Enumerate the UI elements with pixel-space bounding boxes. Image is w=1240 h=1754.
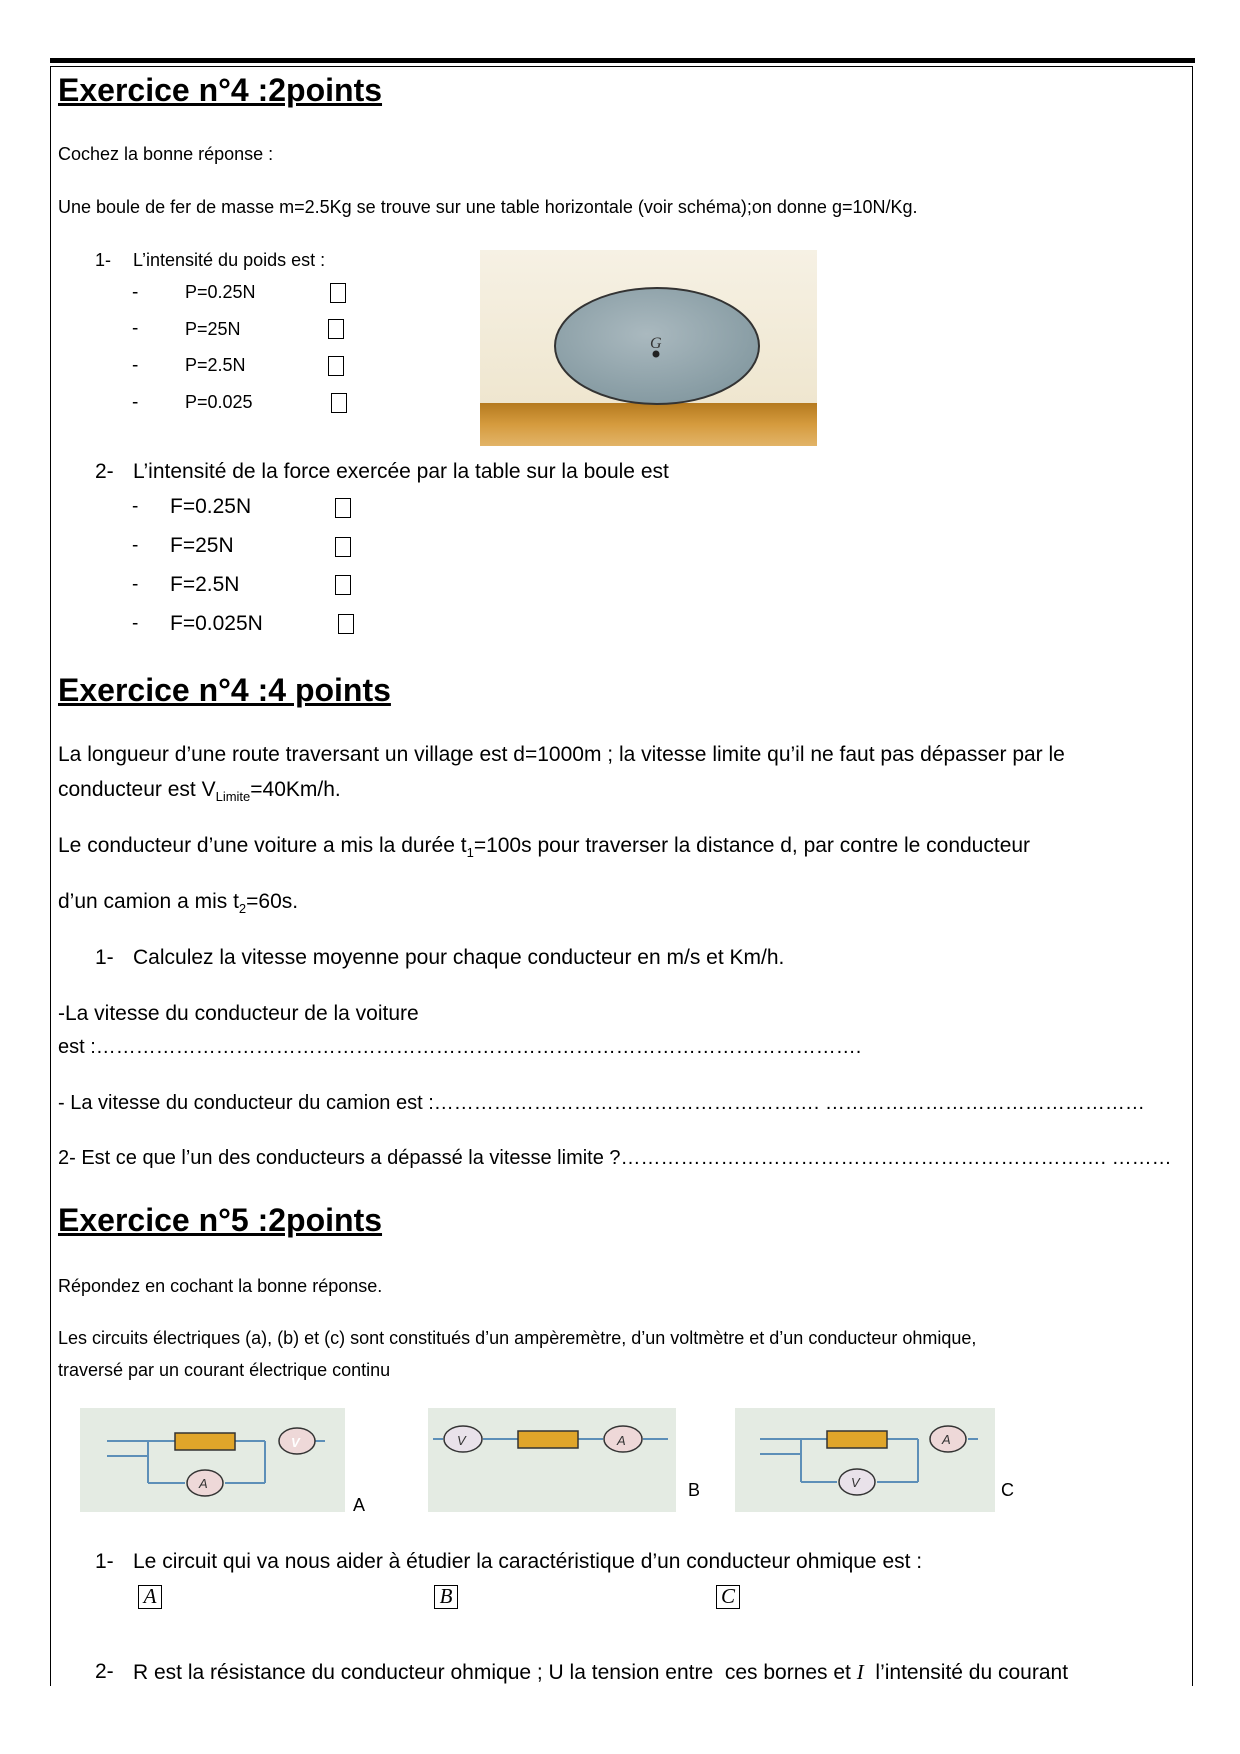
ex2-q1-text: Calculez la vitesse moyenne pour chaque conducteur en m/s et Km/h.: [133, 946, 785, 969]
top-rule: [50, 58, 1195, 63]
ammeter-label: A: [199, 1476, 208, 1491]
answer-truck-field[interactable]: - La vitesse du conducteur du camion est :…………………………………………………. …………………………………………: [58, 1092, 1145, 1114]
choice-a-box[interactable]: A: [138, 1585, 162, 1609]
exercise-1-statement: Une boule de fer de masse m=2.5Kg se trouve sur une table horizontale (voir schéma);on donne g=10N/Kg.: [58, 197, 918, 217]
circuit-a-label: A: [353, 1495, 366, 1515]
q1-option-2: P=25N: [185, 319, 241, 339]
option-dash: -: [132, 574, 139, 595]
checkbox-q2-2[interactable]: [335, 537, 351, 557]
current-symbol: I: [856, 1660, 864, 1684]
exercise-2-title: Exercice n°4 :4 points: [58, 672, 391, 708]
q1-number: 1-: [95, 250, 112, 270]
checkbox-q1-2[interactable]: [328, 319, 344, 339]
ex2-q1-number: 1-: [95, 946, 114, 969]
exercise-3-title: Exercice n°5 :2points: [58, 1202, 383, 1238]
voltmeter-label: V: [851, 1475, 860, 1490]
q2-number: 2-: [95, 460, 114, 483]
exercise-2-paragraph-2: Le conducteur d’une voiture a mis la durée $t_1=100s$ pour traverser la distance d, par contre le conducteur: [58, 834, 1031, 861]
center-of-gravity-label: G: [650, 335, 662, 352]
voltmeter-label: V: [291, 1435, 300, 1450]
checkbox-q1-1[interactable]: [330, 283, 346, 303]
ammeter-label: A: [617, 1433, 626, 1448]
q1-option-1: P=0.25N: [185, 282, 256, 302]
checkbox-q1-4[interactable]: [331, 393, 347, 413]
checkbox-q2-3[interactable]: [335, 575, 351, 595]
option-dash: -: [132, 282, 139, 303]
checkbox-q2-1[interactable]: [335, 498, 351, 518]
circuit-b-diagram: [428, 1408, 676, 1512]
q2-option-1: F=0.25N: [170, 495, 252, 518]
checkbox-q1-3[interactable]: [328, 356, 344, 376]
option-dash: -: [132, 318, 139, 339]
exercise-2-paragraph-3: d’un camion a mis $t_2=60s$.: [58, 890, 299, 917]
ex3-q1-text: Le circuit qui va nous aider à étudier la caractéristique d’un conducteur ohmique est :: [133, 1550, 923, 1573]
option-dash: -: [132, 392, 139, 413]
ex3-q1-number: 1-: [95, 1550, 114, 1573]
ammeter-label: A: [942, 1432, 951, 1447]
answer-car-field[interactable]: est :…………………………………………………………………………………………………….: [58, 1036, 862, 1058]
q2-text: L’intensité de la force exercée par la table sur la boule est: [133, 460, 669, 483]
option-dash: -: [132, 496, 139, 517]
exercise-3-statement-line-1: Les circuits électriques (a), (b) et (c) sont constitués d’un ampèremètre, d’un voltmètre et d’un conducteur ohmique,: [58, 1328, 977, 1348]
voltmeter-label: V: [457, 1433, 466, 1448]
choice-b-box[interactable]: B: [434, 1585, 458, 1609]
option-dash: -: [132, 613, 139, 634]
q2-option-4: F=0.025N: [170, 612, 263, 635]
q2-option-2: F=25N: [170, 534, 234, 557]
answer-car-line-1: -La vitesse du conducteur de la voiture: [58, 1002, 419, 1025]
exercise-1-title: Exercice n°4 :2points: [58, 72, 383, 108]
exercise-3-instruction: Répondez en cochant la bonne réponse.: [58, 1276, 383, 1296]
q2-option-3: F=2.5N: [170, 573, 240, 596]
ex2-q2-field[interactable]: 2- Est ce que l’un des conducteurs a dépassé la vitesse limite ?………………………………………………………………. ………: [58, 1147, 1172, 1169]
option-dash: -: [132, 535, 139, 556]
ball-on-table-figure: [480, 250, 817, 446]
circuit-c-label: C: [1001, 1480, 1014, 1500]
circuit-c-diagram: [735, 1408, 995, 1512]
exercise-1-instruction: Cochez la bonne réponse :: [58, 144, 274, 164]
exercise-3-statement-line-2: traversé par un courant électrique continu: [58, 1360, 391, 1380]
choice-c-box[interactable]: C: [716, 1585, 740, 1609]
circuit-a-diagram: [80, 1408, 345, 1512]
exercise-2-paragraph-1a: La longueur d’une route traversant un village est d=1000m ; la vitesse limite qu’il ne faut pas dépasser par le: [58, 743, 1065, 766]
circuit-b-label: B: [688, 1480, 701, 1500]
option-dash: -: [132, 355, 139, 376]
checkbox-q2-4[interactable]: [338, 614, 354, 634]
exercise-2-paragraph-1b: conducteur est $V_{Limite}=40Km/h$.: [58, 778, 341, 805]
ex3-q2-text: R est la résistance du conducteur ohmique ; U la tension entre ces bornes et I l’intensité du courant: [133, 1660, 1069, 1684]
q1-option-4: P=0.025: [185, 392, 253, 412]
q1-option-3: P=2.5N: [185, 355, 246, 375]
ex3-q2-number: 2-: [95, 1660, 114, 1683]
q1-text: L’intensité du poids est :: [133, 250, 326, 270]
